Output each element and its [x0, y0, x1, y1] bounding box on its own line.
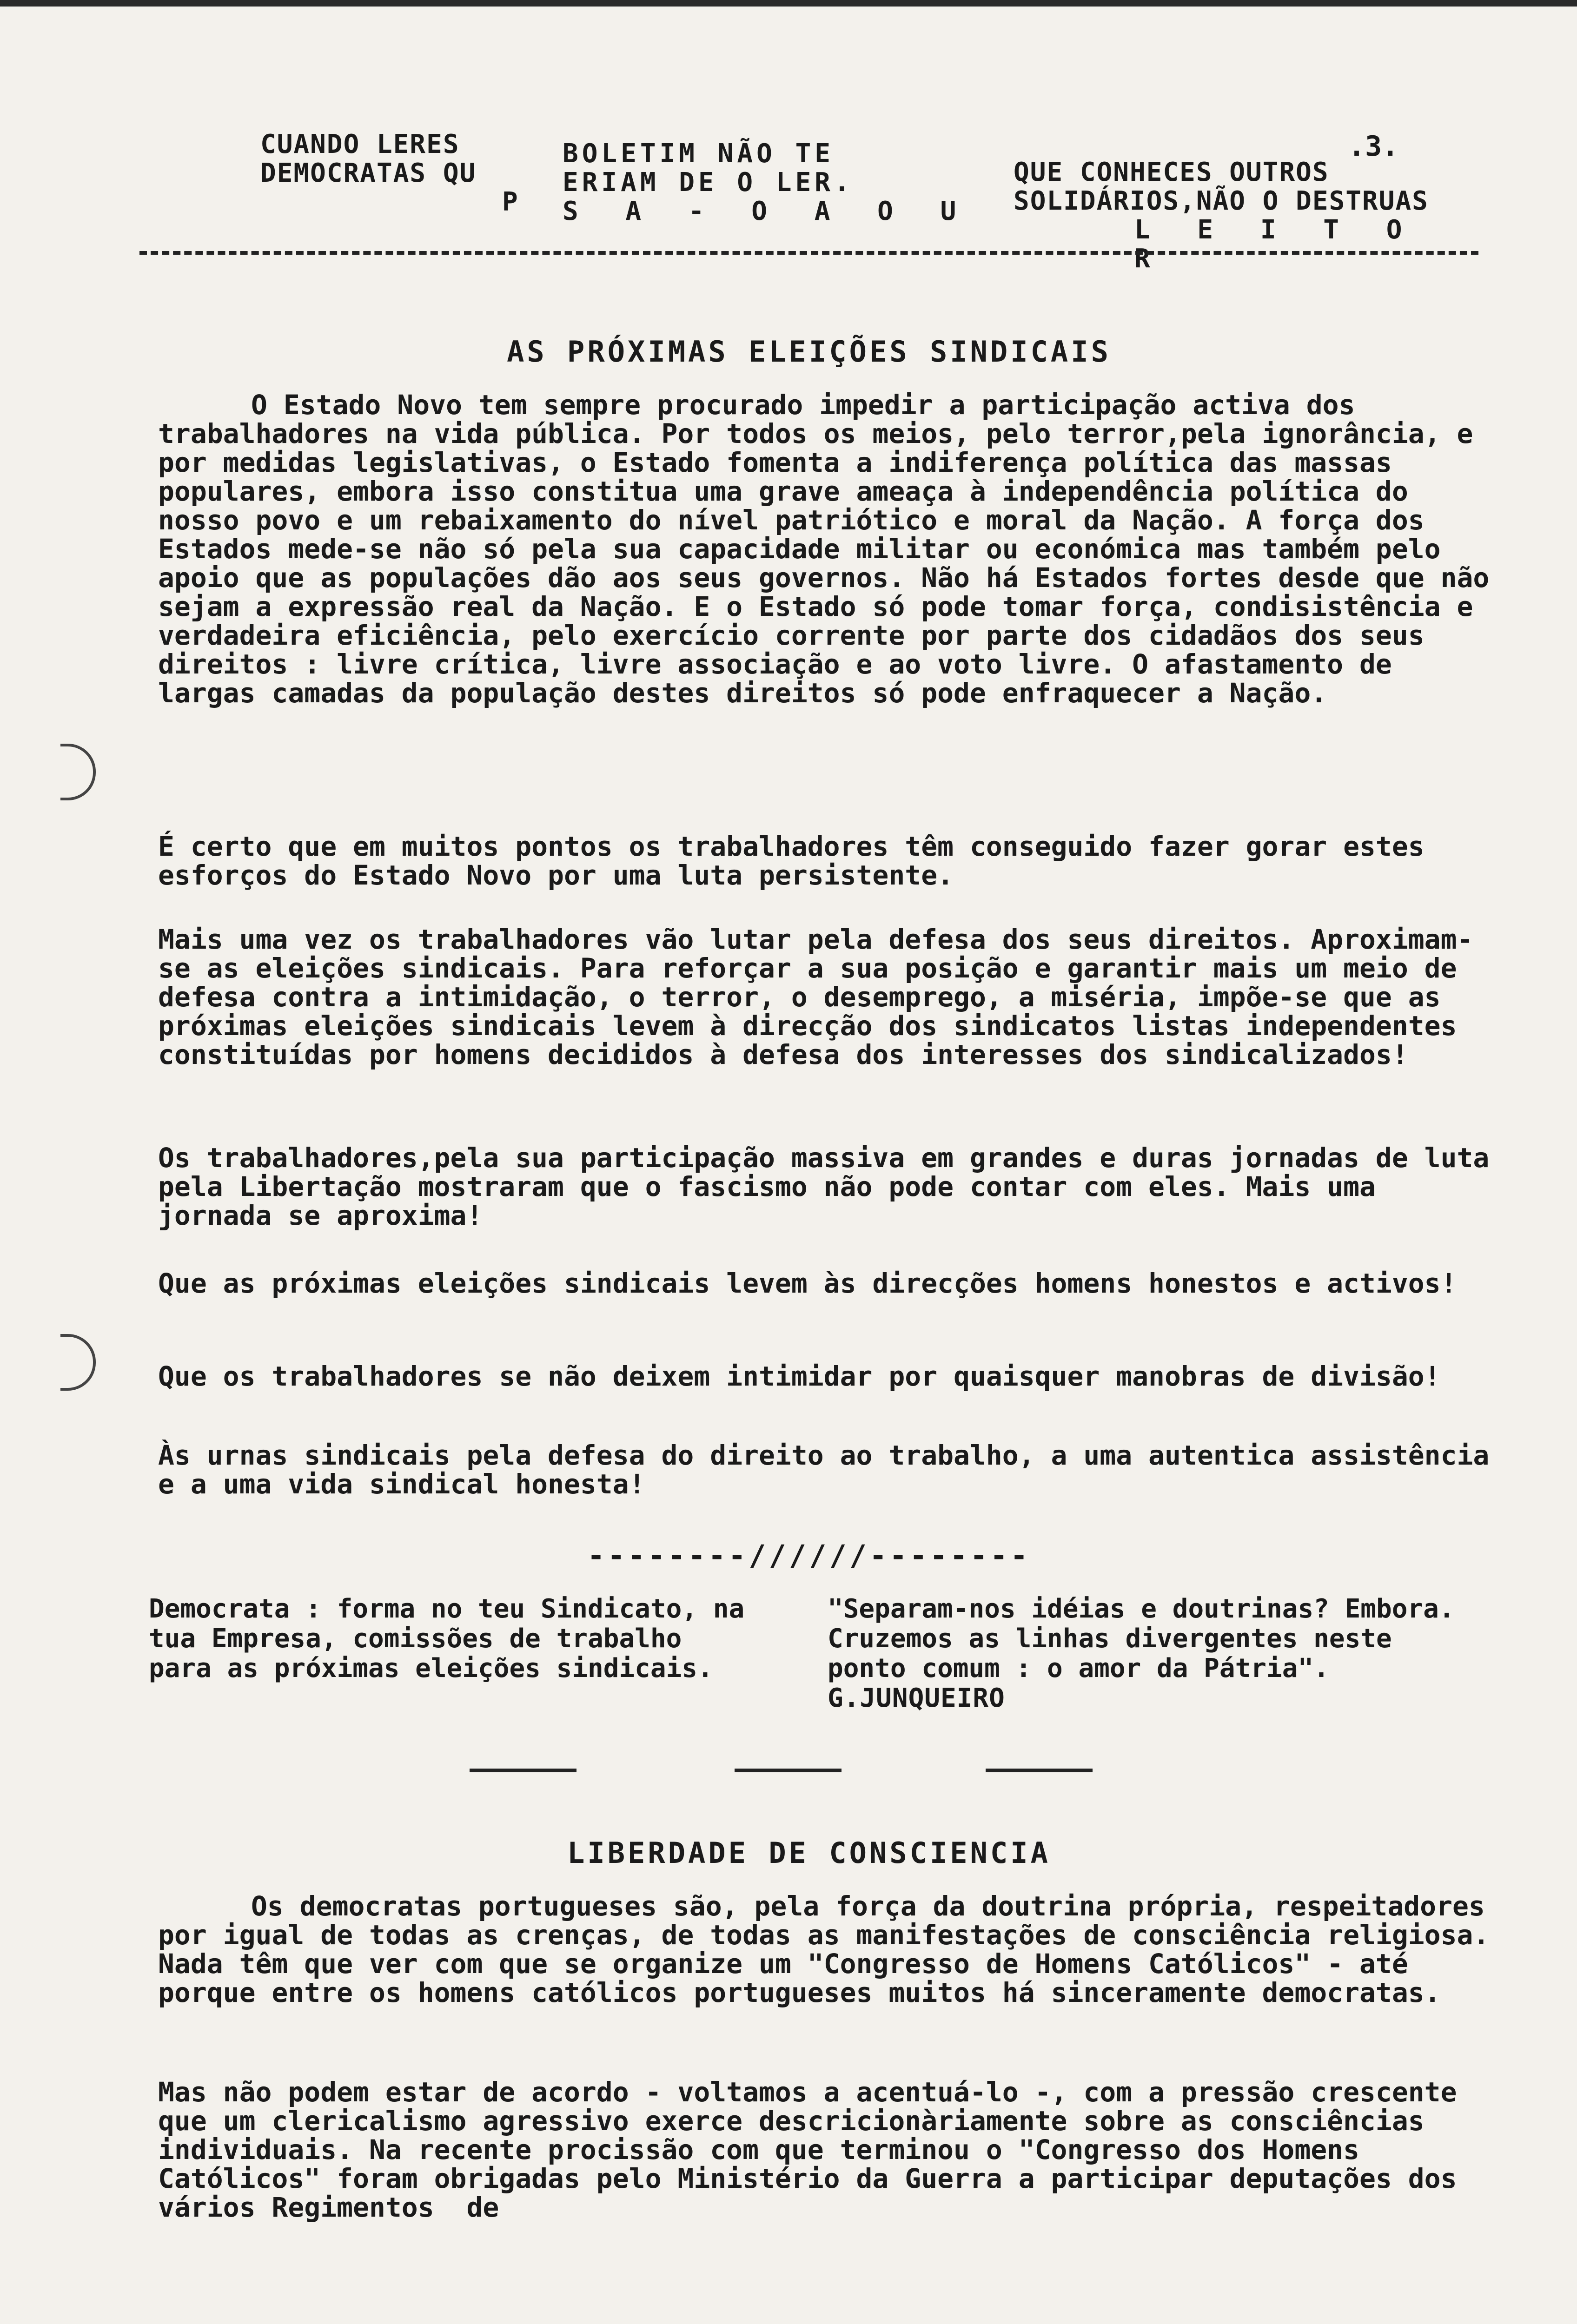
- masthead-line: QUE CONHECES OUTROS: [1014, 157, 1329, 187]
- scan-edge-top: [0, 0, 1577, 7]
- article-paragraph: Os trabalhadores,pela sua participação massiva em grandes e duras jornadas de luta pela Libertação mostraram que o fascismo não pode contar com eles. Mais uma jornada se aproxima!: [158, 1142, 1506, 1231]
- header-rule: [139, 251, 1478, 255]
- masthead-right: [1014, 158, 1478, 273]
- masthead-left: [260, 130, 558, 217]
- call-to-action-box: Democrata : forma no teu Sindicato, na tua Empresa, comissões de trabalho para as próximas eleições sindicais.: [149, 1594, 745, 1684]
- article-paragraph: [158, 1890, 1506, 2008]
- paragraph-text: O Estado Novo tem sempre procurado impedir a participação activa dos trabalhadores na vida pública. Por todos os meios, pelo terror,pela ignorância, e por medidas legislativas, o Estado fomenta a indiferença política das massas populares, embora isso constitua uma grave ameaça à independência política do nosso povo e um rebaixamento do nível patriótico e moral da Nação. A força dos Estados mede-se não só pela sua capacidade militar ou económica mas também pelo apoio que as populações dão aos seus governos. Não há Estados fortes desde que não sejam a expressão real da Nação. E o Estado só pode tomar força, condisistência e verdadeira eficiência, pelo exercício corrente por parte dos cidadãos dos seus direitos : livre crítica, livre associação e ao voto livre. O afastamento de largas camadas da população destes direitos só pode enfraquecer a Nação.: [158, 389, 1506, 709]
- masthead-middle: [563, 139, 1027, 226]
- article-paragraph: Mais uma vez os trabalhadores vão lutar pela defesa dos seus direitos. Aproximam-se as eleições sindicais. Para reforçar a sua posição e garantir mais um meio de defesa contra a intimidação, o terror, o desemprego, a miséria, impõe-se que as próximas eleições sindicais levem à direcção dos sindicatos listas independentes constituídas por homens decididos à defesa dos interesses dos sindicalizados!: [158, 924, 1473, 1070]
- article-paragraph: Às urnas sindicais pela defesa do direito ao trabalho, a uma autentica assistência e a uma vida sindical honesta!: [158, 1439, 1506, 1500]
- punch-hole-mark: [60, 744, 96, 800]
- masthead-line: CUANDO LERES: [260, 129, 460, 159]
- article-title: AS PRÓXIMAS ELEIÇÕES SINDICAIS: [507, 335, 1111, 369]
- article-paragraph: É certo que em muitos pontos os trabalhadores têm conseguido fazer gorar estes esforços do Estado Novo por uma luta persistente.: [158, 831, 1441, 891]
- divider-dash: [986, 1769, 1093, 1772]
- masthead-line: SOLIDÁRIOS,NÃO O DESTRUAS: [1014, 186, 1429, 216]
- article-paragraph: Que os trabalhadores se não deixem intimidar por quaisquer manobras de divisão!: [158, 1360, 1441, 1392]
- masthead: [260, 129, 1478, 274]
- page-number: .3.: [1348, 130, 1399, 163]
- masthead-line: ERIAM DE O LER.: [563, 167, 854, 198]
- masthead-line: L E I T O R: [1134, 215, 1418, 274]
- article-paragraph: [158, 389, 1506, 709]
- punch-hole-mark: [60, 1334, 96, 1391]
- quote-text: "Separam-nos idéias e doutrinas? Embora. Cruzemos as linhas divergentes neste ponto comum : o amor da Pátria".: [828, 1594, 1455, 1684]
- paragraph-text: Os democratas portugueses são, pela força da doutrina própria, respeitadores por igual de todas as crenças, de todas as manifestações de consciência religiosa. Nada têm que ver com que se organize um "Congresso de Homens Católicos" - até porque entre os homens católicos portugueses muitos há sinceramente democratas.: [158, 1890, 1506, 2008]
- quote-box: [828, 1594, 1478, 1713]
- masthead-line: BOLETIM NÃO TE: [563, 139, 835, 169]
- masthead-line: S A - O A O U: [563, 196, 972, 226]
- article-title: LIBERDADE DE CONSCIENCIA: [567, 1836, 1051, 1870]
- article-paragraph: Que as próximas eleições sindicais levem às direcções homens honestos e activos!: [158, 1268, 1457, 1299]
- divider-dash: [735, 1769, 842, 1772]
- divider-dash: [470, 1769, 576, 1772]
- masthead-line: P: [502, 187, 519, 217]
- quote-author: G.JUNQUEIRO: [828, 1683, 1005, 1713]
- masthead-line: DEMOCRATAS QU: [260, 158, 477, 188]
- section-separator: --------//////--------: [587, 1538, 1031, 1572]
- article-paragraph: Mas não podem estar de acordo - voltamos a acentuá-lo -, com a pressão crescente que um clericalismo agressivo exerce descricionàriamente sobre as consciências individuais. Na recente procissão com que terminou o "Congresso dos Homens Católicos" foram obrigadas pelo Ministério da Guerra a participar deputações dos vários Regimentos de: [158, 2076, 1473, 2223]
